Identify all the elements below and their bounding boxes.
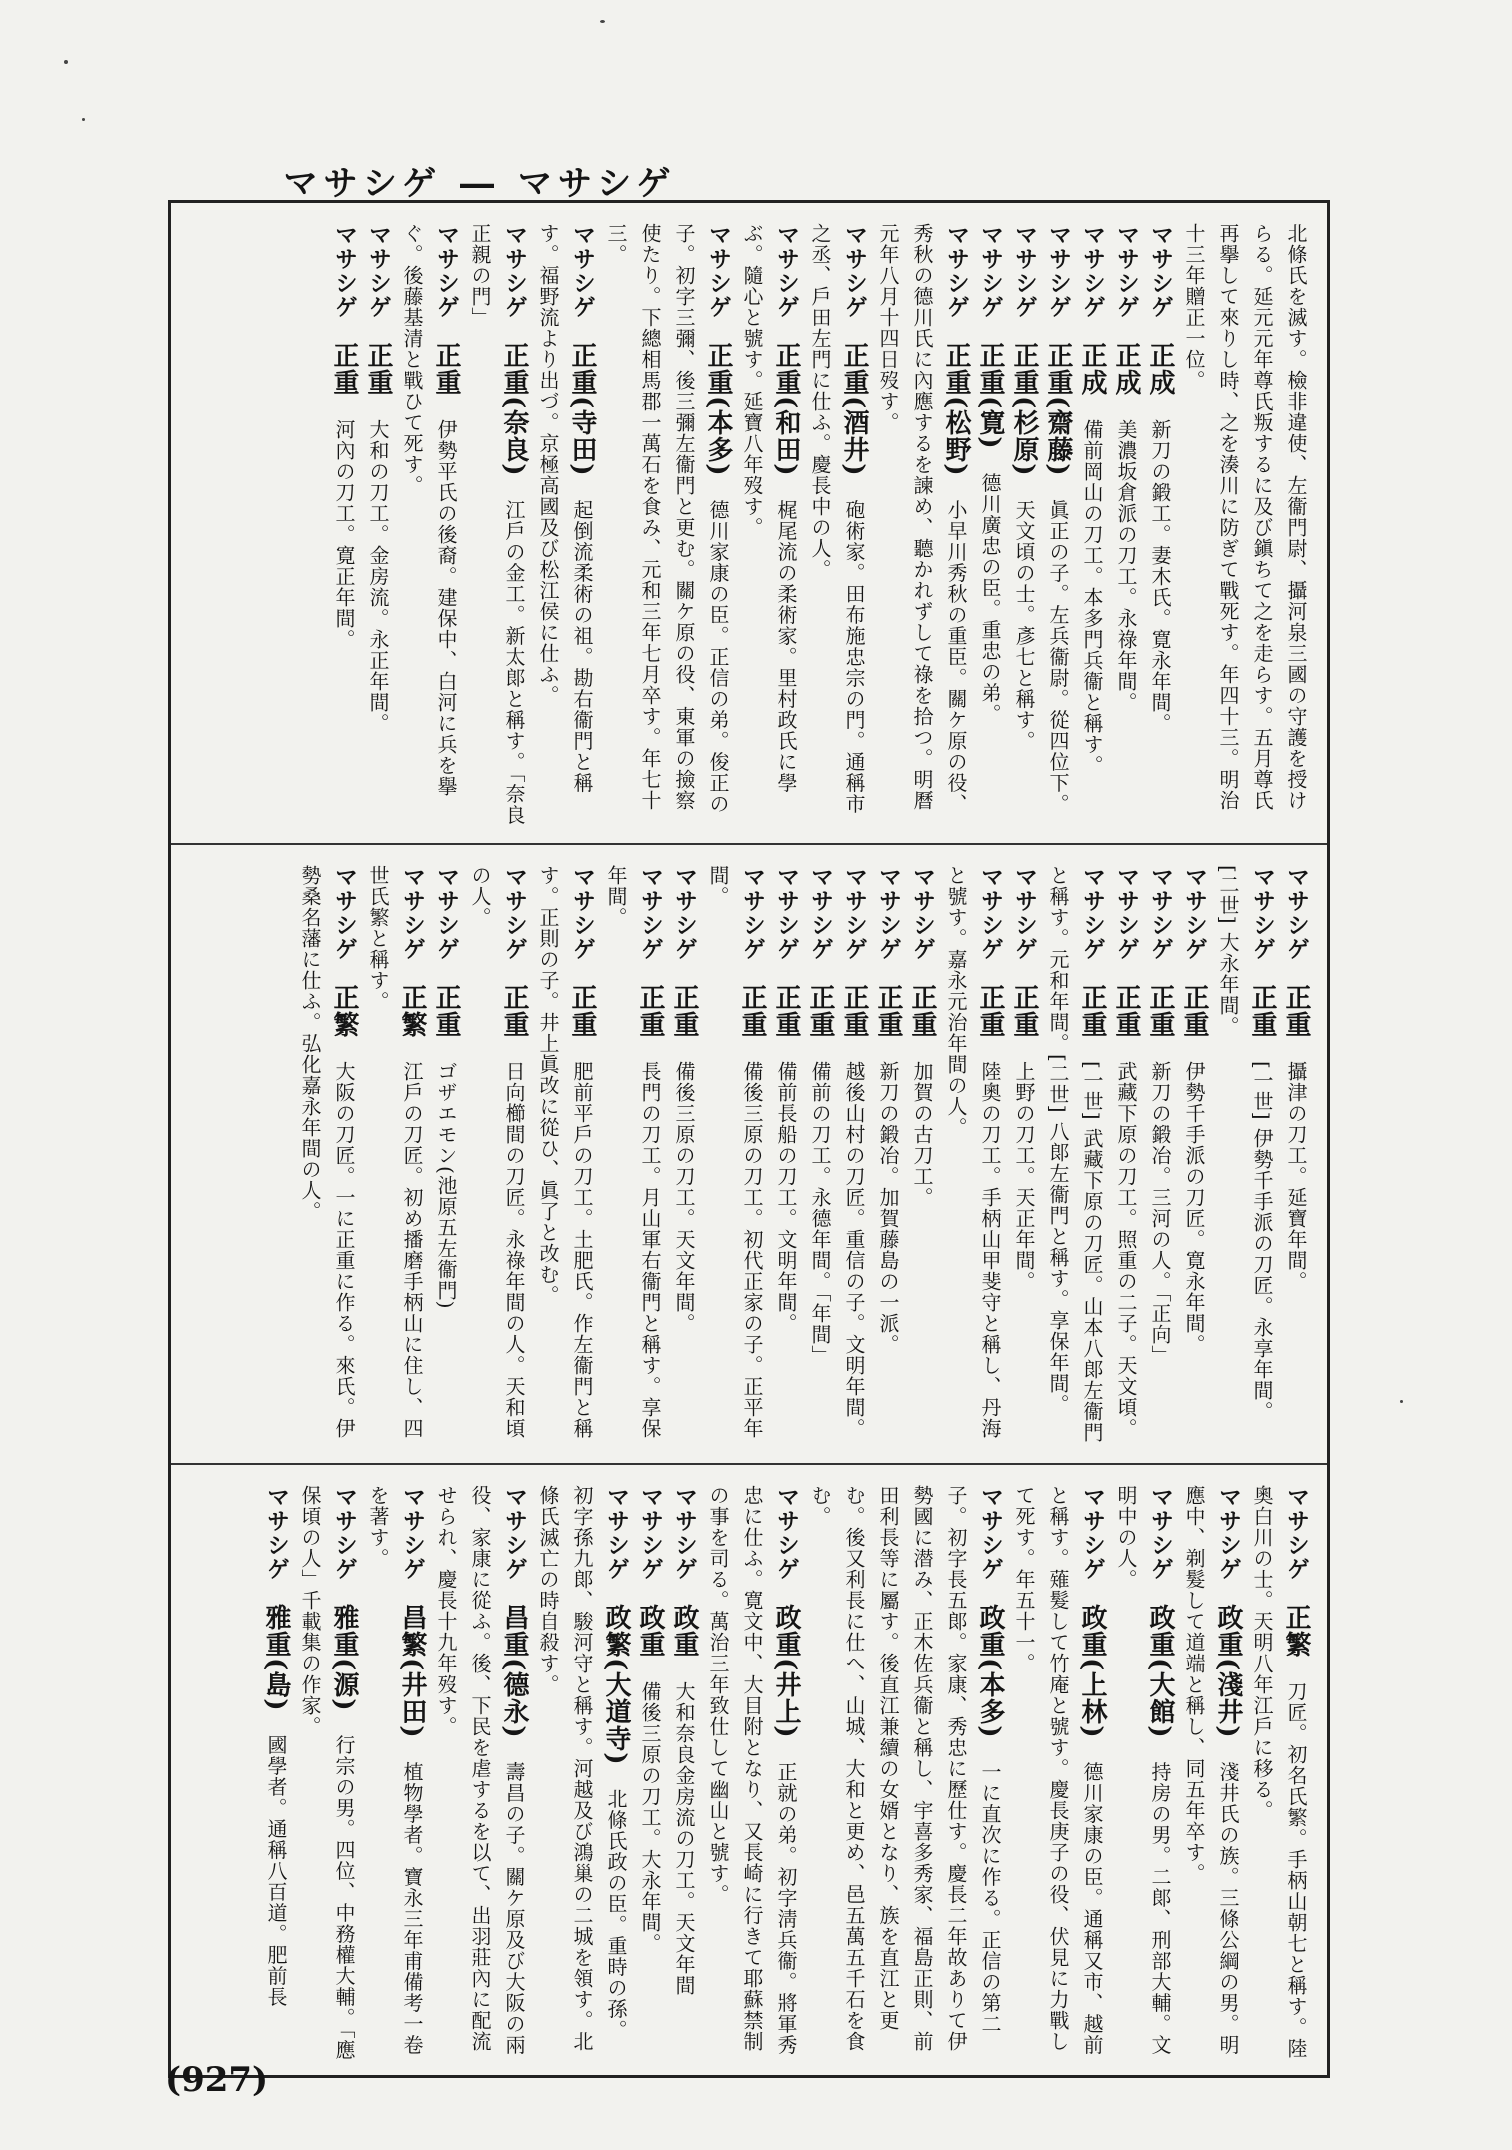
entry-description: 備前岡山の刀工。本多門兵衞と稱す。: [1080, 419, 1104, 776]
entry-name: 正重(寛): [975, 342, 1005, 450]
entry-reading: マサシゲ: [1147, 1485, 1173, 1581]
entry-reading: マサシゲ: [977, 865, 1003, 961]
entry-name: 正繁: [329, 984, 359, 1038]
entry-name: 正重: [907, 984, 937, 1038]
entry-name: 正繁: [1281, 1604, 1311, 1658]
entry-name: 正成: [1111, 342, 1141, 396]
entry-description: 備前の刀工。永德年間。「年間」: [808, 1061, 832, 1366]
entry-description: 江戶の刀匠。初め播磨手柄山に住し、四世氏繁と稱す。: [366, 865, 424, 1439]
entry-description: 江戶の金工。新太郞と稱す。「奈良正親の門」: [468, 223, 526, 826]
entry-reading: マサシゲ: [1011, 865, 1037, 961]
dictionary-entry: [1007, 865, 1041, 1449]
entry-description: 新刀の鍛冶。三河の人。「正向」: [1148, 1061, 1172, 1366]
dictionary-entry: [973, 223, 1007, 829]
dictionary-entry: [803, 1485, 1007, 2061]
entry-name: 正重: [669, 984, 699, 1038]
dictionary-entry: [1211, 865, 1279, 1449]
entry-description: 伊勢千手派の刀匠。寛永年間。: [1182, 1061, 1206, 1355]
entry-reading: マサシゲ: [1113, 223, 1139, 319]
scan-speck: [64, 60, 68, 64]
entry-description: 持房の男。二郞、刑部大輔。文明中の人。: [1114, 1485, 1172, 2056]
entry-reading: マサシゲ: [671, 865, 697, 961]
dictionary-entry: [531, 865, 599, 1449]
entry-reading: マサシゲ: [1147, 223, 1173, 319]
entry-description: 植物學者。寶永三年甫備考一卷を著す。: [366, 1485, 424, 2056]
entry-reading: マサシゲ: [671, 1485, 697, 1581]
entry-description: 德川家康の臣。通稱又市、越前と稱す。薙髮して竹庵と號す。慶長庚子の役、伏見に力戰して死す。年五十一。: [1012, 1485, 1104, 2056]
dictionary-entry: [735, 223, 803, 829]
entry-description: 備前長船の刀工。文明年間。: [774, 1061, 798, 1334]
entry-reading: マサシゲ: [807, 865, 833, 961]
entry-reading: マサシゲ: [773, 865, 799, 961]
entry-description: 國學者。通稱八百道。肥前長: [264, 1734, 288, 2008]
dictionary-entry: [1143, 223, 1177, 829]
entry-description: 河內の刀工。寛正年間。: [332, 419, 356, 650]
entry-description: 武藏下原の刀工。照重の二子。天文頃。: [1114, 1061, 1138, 1439]
entry-name: 正重(本多): [703, 342, 733, 477]
entry-name: 正成: [1077, 342, 1107, 396]
dictionary-entry: [1109, 865, 1143, 1449]
dictionary-entry: [667, 865, 701, 1449]
entry-description: 德川廣忠の臣。重忠の弟。: [978, 472, 1002, 725]
entry-description: 德川家康の臣。正信の弟。俊正の子。初字三彌、後三彌左衞門と更む。關ケ原の役、東軍の撿察使たり。下總相馬郡一萬石を食み、元和三年七月卒す。年七十三。: [604, 223, 730, 815]
entry-description: 肥前平戶の刀工。土肥氏。作左衞門と稱す。正則の子。井上眞改に從ひ、眞了と改む。: [536, 865, 594, 1439]
entry-description: 北條氏政の臣。重時の孫。初字孫九郞、駿河守と稱す。河越及び鴻巢の二城を領す。北條氏滅亡の時自殺す。: [536, 1485, 628, 2052]
entry-description: 新刀の鍛工。妻木氏。寛永年間。: [1148, 419, 1172, 734]
entry-reading: マサシゲ: [1215, 1485, 1241, 1581]
entry-name: 正重: [1281, 984, 1311, 1038]
entry-reading: マサシゲ: [739, 865, 765, 961]
entry-name: 正重: [975, 984, 1005, 1038]
entry-description: 陸奧の刀工。手柄山甲斐守と稱し、丹海と號す。嘉永元治年間の人。: [944, 865, 1002, 1439]
dictionary-entry: [837, 865, 871, 1449]
dictionary-entry: [599, 223, 735, 829]
entry-description: 天文頃の士。彥七と稱す。: [1012, 499, 1036, 752]
entry-reading: マサシゲ: [637, 865, 663, 961]
section-top: [171, 203, 1327, 845]
entry-name: 政繁(大道寺): [601, 1604, 631, 1766]
entry-name: 正繁: [397, 984, 427, 1038]
dictionary-entry: [1143, 865, 1177, 1449]
dictionary-entry: [259, 1485, 293, 2061]
entry-reading: マサシゲ: [365, 223, 391, 319]
entry-description: [一世] 武藏下原の刀匠。山本八郞左衞門と稱す。元和年間。[二世] 八郞左衞門と稱す。享保年間。: [1046, 865, 1104, 1443]
entry-description: 小早川秀秋の重臣。關ケ原の役、秀秋の德川氏に內應するを諫め、聽かれずして祿を拾つ。明曆元年八月十四日歿す。: [876, 223, 968, 815]
entry-description: 大阪の刀匠。一に正重に作る。來氏。伊勢桑名藩に仕ふ。弘化嘉永年間の人。: [298, 865, 356, 1439]
entry-name: 正重: [567, 984, 597, 1038]
dictionary-entry: [531, 1485, 633, 2061]
entry-reading: マサシゲ: [841, 865, 867, 961]
scan-speck: [600, 20, 605, 23]
entry-reading: マサシゲ: [773, 223, 799, 319]
entry-name: 正重: [363, 342, 393, 396]
entry-name: 正重: [635, 984, 665, 1038]
dictionary-entry: [293, 865, 361, 1449]
entry-reading: マサシゲ: [399, 865, 425, 961]
entry-name: 正重: [1077, 984, 1107, 1038]
section-middle: [171, 845, 1327, 1465]
dictionary-entry: [1177, 223, 1313, 829]
entry-reading: マサシゲ: [569, 223, 595, 319]
entry-description: 長門の刀工。月山軍右衞門と稱す。享保年間。: [604, 865, 662, 1439]
entry-name: 正重: [1145, 984, 1175, 1038]
entry-name: 政重: [669, 1604, 699, 1658]
dictionary-entry: [327, 223, 361, 829]
dictionary-entry: [1041, 223, 1075, 829]
dictionary-entry: [293, 1485, 361, 2061]
entry-reading: マサシゲ: [1283, 1485, 1309, 1581]
entry-description: 大和の刀工。金房流。永正年間。: [366, 419, 390, 734]
dictionary-entry: [429, 865, 463, 1449]
dictionary-entry: [871, 865, 905, 1449]
entry-name: 正重: [839, 984, 869, 1038]
dictionary-entry: [1245, 1485, 1313, 2061]
entry-description: 淺井氏の族。三條公綱の男。明應中、剃髮して道端と稱し、同五年卒す。: [1182, 1485, 1240, 2056]
entry-description: 梶尾流の柔術家。里村政氏に學ぶ。隨心と號す。延寶八年歿す。: [740, 223, 798, 794]
entry-reading: マサシゲ: [399, 1485, 425, 1581]
entry-name: 正重: [1247, 984, 1277, 1038]
entry-description: [一世] 伊勢千手派の刀匠。永享年間。[二世] 大永年間。: [1216, 865, 1274, 1422]
entry-reading: マサシゲ: [1079, 223, 1105, 319]
entry-reading: マサシゲ: [1147, 865, 1173, 961]
dictionary-entry: [667, 1485, 701, 2061]
entry-name: 政重(井上): [771, 1604, 801, 1739]
entry-reading: マサシゲ: [1113, 865, 1139, 961]
entry-description: 一に直次に作る。正信の第二子。初字長五郞。家康、秀忠に歷仕す。慶長二年故ありて伊勢國に潜み、正木佐兵衞と稱し、宇喜多秀家、福島正則、前田利長等に屬す。後直江兼續の女婿となり、族を直江と更む。後又利長に仕へ、山城、大和と更め、邑五萬五千石を食む。: [808, 1485, 1002, 2052]
section-bottom: [171, 1465, 1327, 2075]
entry-reading: マサシゲ: [1079, 1485, 1105, 1581]
entry-description: 壽昌の子。關ケ原及び大阪の兩役、家康に從ふ。後、下民を虐するを以て、出羽莊內に配流せられ、慶長十九年歿す。: [434, 1485, 526, 2056]
entry-name: 正重: [329, 342, 359, 396]
entry-description: 北條氏を滅す。檢非違使、左衞門尉、攝河泉三國の守護を授けらる。延元元年尊氏叛するに及び鎭ちて之を走らす。五月尊氏再擧して來りし時、之を湊川に防ぎて戰死す。年四十三。明治十三年贈正一位。: [1182, 223, 1308, 811]
entry-name: 正重: [431, 342, 461, 396]
dictionary-entry: [871, 223, 973, 829]
entry-description: 備後三原の刀工。天文年間。: [672, 1061, 696, 1334]
entry-description: 備後三原の刀工。大永年間。: [638, 1681, 662, 1954]
scan-speck: [82, 118, 85, 121]
entry-name: 正重(酒井): [839, 342, 869, 477]
entry-description: 伊勢平氏の後裔。建保中、白河に兵を擧ぐ。後藤基清と戰ひて死す。: [400, 223, 458, 797]
entry-name: 正重: [873, 984, 903, 1038]
dictionary-entry: [429, 1485, 531, 2061]
entry-reading: マサシゲ: [1045, 223, 1071, 319]
dictionary-entry: [1177, 1485, 1245, 2061]
dictionary-entry: [1109, 223, 1143, 829]
dictionary-entry: [1007, 1485, 1109, 2061]
entry-name: 正成: [1145, 342, 1175, 396]
entry-reading: マサシゲ: [705, 223, 731, 319]
entry-reading: マサシゲ: [331, 223, 357, 319]
entry-name: 昌重(德永): [499, 1604, 529, 1739]
entry-reading: マサシゲ: [977, 223, 1003, 319]
entry-name: 正重: [499, 984, 529, 1038]
entry-name: 正重(和田): [771, 342, 801, 477]
entry-description: 攝津の刀工。延寶年間。: [1284, 1061, 1308, 1292]
entry-name: 正重(杉原): [1009, 342, 1039, 477]
dictionary-entry: [769, 865, 803, 1449]
entry-reading: マサシゲ: [977, 1485, 1003, 1581]
dictionary-entry: [633, 1485, 667, 2061]
entry-name: 正重: [431, 984, 461, 1038]
entry-reading: マサシゲ: [331, 865, 357, 961]
entry-name: 昌繁(井田): [397, 1604, 427, 1739]
entry-description: 大和奈良金房流の刀工。天文年間: [672, 1681, 696, 1996]
entry-name: 正重: [1179, 984, 1209, 1038]
dictionary-entry: [1075, 223, 1109, 829]
entry-name: 正重(齋藤): [1043, 342, 1073, 477]
dictionary-frame: [168, 200, 1330, 2078]
dictionary-entry: [463, 865, 531, 1449]
entry-reading: マサシゲ: [501, 1485, 527, 1581]
entry-reading: マサシゲ: [501, 865, 527, 961]
entry-name: 政重(本多): [975, 1604, 1005, 1739]
entry-description: 美濃坂倉派の刀工。永祿年間。: [1114, 419, 1138, 713]
entry-description: 日向櫛間の刀匠。永祿年間の人。天和頃の人。: [468, 865, 526, 1439]
entry-reading: マサシゲ: [875, 865, 901, 961]
entry-name: 正重: [737, 984, 767, 1038]
entry-reading: マサシゲ: [1249, 865, 1275, 961]
entry-name: 正重: [805, 984, 835, 1038]
entry-reading: マサシゲ: [943, 223, 969, 319]
entry-name: 正重(松野): [941, 342, 971, 477]
entry-reading: マサシゲ: [841, 223, 867, 319]
dictionary-entry: [395, 223, 463, 829]
dictionary-entry: [701, 865, 769, 1449]
entry-reading: マサシゲ: [909, 865, 935, 961]
entry-description: 加賀の古刀工。: [910, 1061, 934, 1208]
entry-reading: マサシゲ: [331, 1485, 357, 1581]
entry-name: 政重(大館): [1145, 1604, 1175, 1739]
entry-reading: マサシゲ: [569, 865, 595, 961]
entry-name: 政重(淺井): [1213, 1604, 1243, 1739]
entry-name: 政重(上林): [1077, 1604, 1107, 1739]
entry-description: 砲術家。田布施忠宗の門。通稱市之丞、戶田左門に仕ふ。慶長中の人。: [808, 223, 866, 815]
dictionary-entry: [1279, 865, 1313, 1449]
entry-reading: マサシゲ: [637, 1485, 663, 1581]
dictionary-entry: [939, 865, 1007, 1449]
entry-reading: マサシゲ: [603, 1485, 629, 1581]
dictionary-entry: [803, 223, 871, 829]
entry-description: 起倒流柔術の祖。勘右衞門と稱す。福野流より出づ。京極高國及び松江侯に仕ふ。: [536, 223, 594, 794]
dictionary-entry: [1177, 865, 1211, 1449]
page-number: (927): [165, 2060, 269, 2100]
dictionary-entry: [599, 865, 667, 1449]
entry-name: 正重: [1111, 984, 1141, 1038]
page-header: マサシゲ ― マサシゲ: [283, 163, 677, 204]
dictionary-entry: [531, 223, 599, 829]
dictionary-entry: [701, 1485, 803, 2061]
dictionary-entry: [361, 1485, 429, 2061]
entry-description: 正就の弟。初字淸兵衞。將軍秀忠に仕ふ。寛文中、大目附となり、又長崎に行きて耶蘇禁制の事を司る。萬治三年致仕して幽山と號す。: [706, 1485, 798, 2056]
entry-description: 備後三原の刀工。初代正家の子。正平年間。: [706, 865, 764, 1439]
entry-description: 行宗の男。四位、中務權大輔。「應保頃の人」千載集の作家。: [298, 1485, 356, 2061]
dictionary-entry: [1109, 1485, 1177, 2061]
entry-name: 正重(寺田): [567, 342, 597, 477]
scan-speck: [1400, 1400, 1403, 1403]
dictionary-entry: [361, 865, 429, 1449]
entry-reading: マサシゲ: [263, 1485, 289, 1581]
entry-description: 新刀の鍛冶。加賀藤島の一派。: [876, 1061, 900, 1355]
dictionary-entry: [905, 865, 939, 1449]
entry-description: ゴザエモン(池原五左衞門): [434, 1061, 458, 1310]
entry-name: 雅重(源): [329, 1604, 359, 1712]
entry-reading: マサシゲ: [773, 1485, 799, 1581]
entry-name: 正重(奈良): [499, 342, 529, 477]
dictionary-entry: [361, 223, 395, 829]
entry-reading: マサシゲ: [1011, 223, 1037, 319]
entry-reading: マサシゲ: [433, 223, 459, 319]
entry-name: 正重: [771, 984, 801, 1038]
dictionary-entry: [1007, 223, 1041, 829]
entry-reading: マサシゲ: [1079, 865, 1105, 961]
entry-description: 眞正の子。左兵衞尉。從四位下。: [1046, 499, 1070, 815]
entry-name: 雅重(島): [261, 1604, 291, 1712]
entry-reading: マサシゲ: [501, 223, 527, 319]
entry-description: 上野の刀工。天正年間。: [1012, 1061, 1036, 1292]
entry-reading: マサシゲ: [1181, 865, 1207, 961]
entry-description: 越後山村の刀匠。重信の子。文明年間。: [842, 1061, 866, 1439]
dictionary-entry: [463, 223, 531, 829]
entry-name: 政重: [635, 1604, 665, 1658]
entry-reading: マサシゲ: [433, 865, 459, 961]
entry-reading: マサシゲ: [1283, 865, 1309, 961]
entry-description: 刀匠。初名氏繁。手柄山朝七と稱す。陸奧白川の士。天明八年江戶に移る。: [1250, 1485, 1308, 2059]
entry-name: 正重: [1009, 984, 1039, 1038]
dictionary-entry: [803, 865, 837, 1449]
dictionary-entry: [1041, 865, 1109, 1449]
